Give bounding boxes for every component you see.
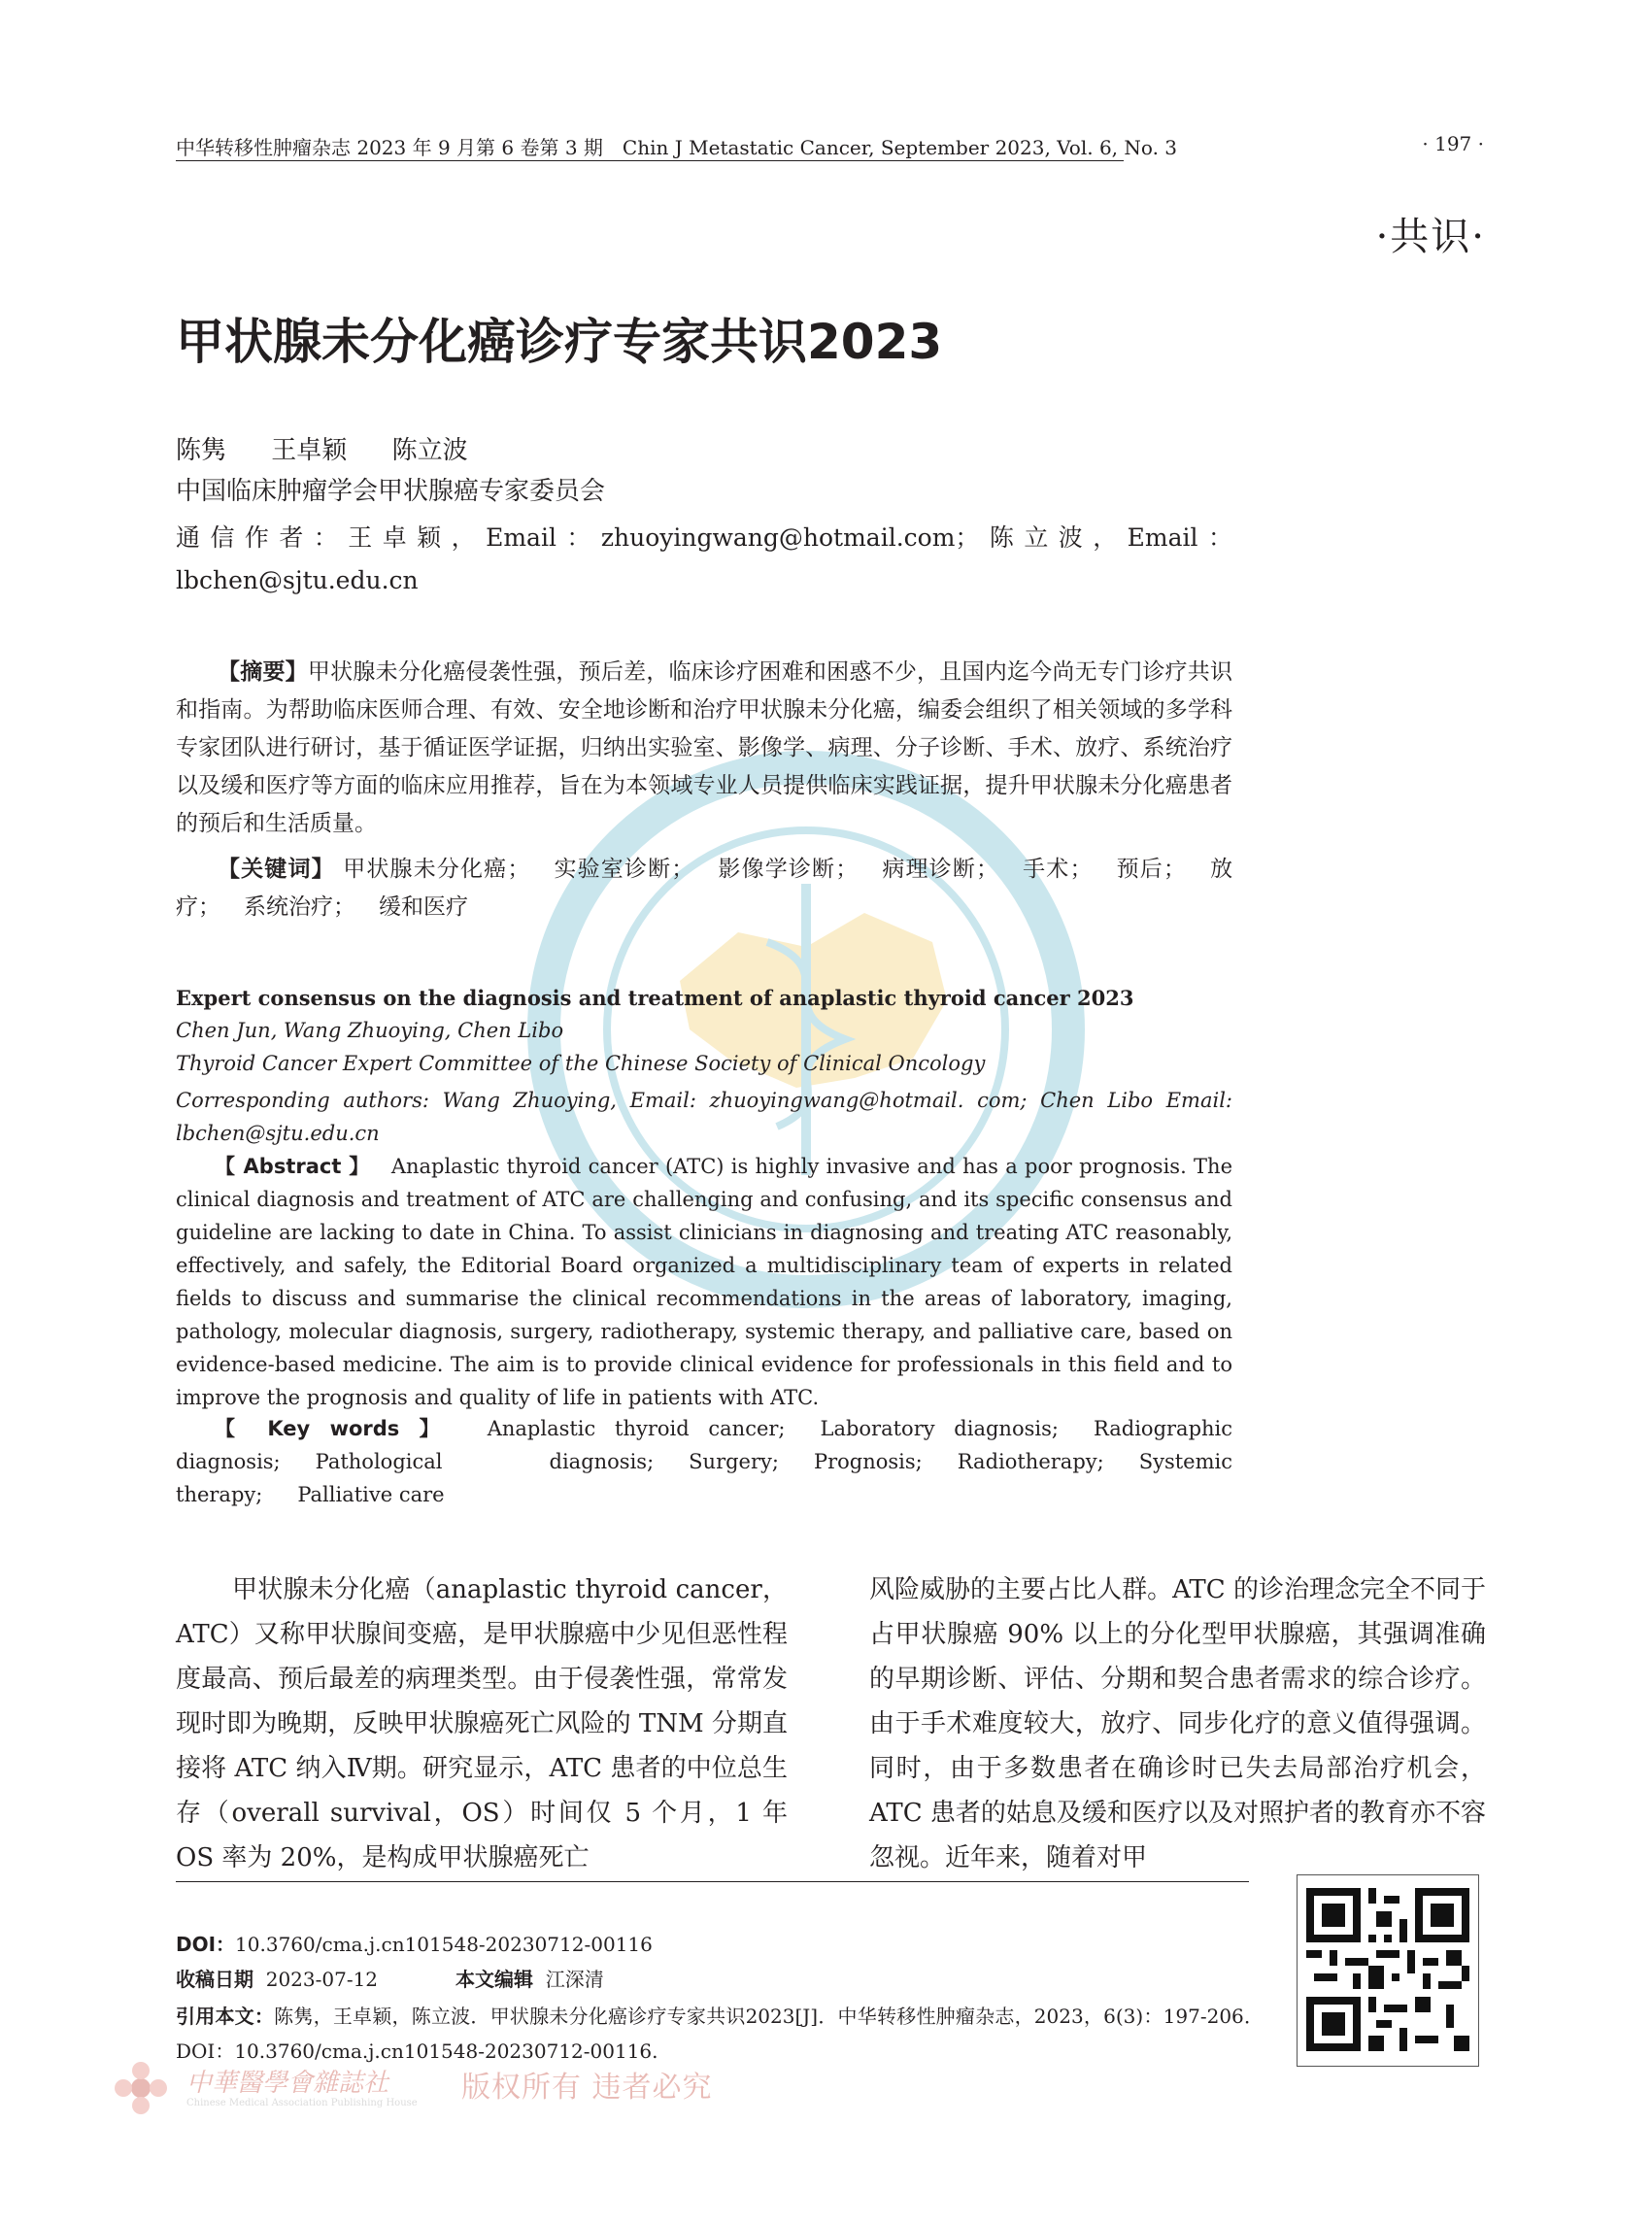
en-title: Expert consensus on the diagnosis and treatment of anaplastic thyroid cancer 2023 bbox=[176, 986, 1134, 1010]
publisher-name-en: Chinese Medical Association Publishing House bbox=[186, 2098, 418, 2108]
zh-abstract bbox=[176, 654, 1232, 843]
author-name: 陈立波 bbox=[391, 436, 468, 465]
zh-keywords bbox=[176, 851, 1232, 927]
author-name: 陈隽 bbox=[176, 436, 227, 465]
author-list bbox=[176, 430, 953, 466]
en-authors: Chen Jun, Wang Zhuoying, Chen Libo bbox=[176, 1019, 564, 1042]
publisher-flower-icon bbox=[107, 2059, 175, 2117]
received-label: 收稿日期 bbox=[176, 1968, 253, 1991]
keyword: Laboratory diagnosis; bbox=[820, 1417, 1059, 1440]
en-abstract-text: Anaplastic thyroid cancer (ATC) is highly invasive and has a poor prognosis. The clinical diagnosis and treatment of ATC are challenging and confusing, and its specific consensus and guideline are lacking to date in China. To assist clinicians in diagnosing and treating ATC reasonably, effectively, and safely, the Editorial Board organized a multidisciplinary team of experts in related fields to discuss and summarise the clinical recommendations in the areas of laboratory, imaging, pathology, molecular diagnosis, surgery, radiotherapy, systemic therapy, and palliative care, based on evidence-based medicine. The aim is to provide clinical evidence for professionals in this field and to improve the prognosis and quality of life in patients with ATC. bbox=[176, 1155, 1232, 1409]
keyword: Palliative care bbox=[297, 1483, 445, 1506]
corresponding-authors: 通信作者：王卓颖，Email：zhuoyingwang@hotmail.com；陈立波，Email：lbchen@sjtu.edu.cn bbox=[176, 523, 1232, 594]
keyword: 甲状腺未分化癌； bbox=[343, 857, 530, 882]
editor-label: 本文编辑 bbox=[455, 1968, 534, 1991]
zh-keywords-label: 【关键词】 bbox=[218, 857, 335, 882]
cite-label: 引用本文： bbox=[176, 2005, 275, 2028]
publisher-watermark bbox=[107, 2059, 777, 2117]
doi-label: DOI： bbox=[176, 1933, 236, 1956]
footnote-divider bbox=[176, 1881, 1249, 1882]
keyword: 放疗； bbox=[176, 857, 1233, 920]
page-number: · 197 · bbox=[1422, 132, 1484, 155]
en-keywords-label: 【 Key words 】 bbox=[215, 1417, 453, 1440]
en-keywords bbox=[176, 1412, 1232, 1511]
doi-link[interactable]: 10.3760/cma.j.cn101548-20230712-00116 bbox=[235, 1933, 653, 1956]
keyword: Radiographic diagnosis; bbox=[176, 1417, 1233, 1473]
qr-code-icon bbox=[1306, 1887, 1469, 2052]
author-name: 王卓颖 bbox=[271, 436, 348, 465]
body-column-right: 风险威胁的主要占比人群。ATC 的诊治理念完全不同于占甲状腺癌 90% 以上的分化型甲状腺癌，其强调准确的早期诊断、评估、分期和契合患者需求的综合诊疗。由于手术难度较大，放疗、同步化疗的意义值得强调。同时，由于多数患者在确诊时已失去局部治疗机会，ATC 患者的姑息及缓和医疗以及对照护者的教育亦不容忽视。近年来，随着对甲 bbox=[869, 1575, 1486, 1872]
keyword: Pathological diagnosis; bbox=[315, 1450, 655, 1473]
received-date: 2023-07-12 bbox=[265, 1968, 379, 1991]
keyword: Surgery; bbox=[689, 1450, 779, 1473]
body-column-left: 甲状腺未分化癌（anaplastic thyroid cancer，ATC）又称甲状腺间变癌，是甲状腺癌中少见但恶性程度最高、预后最差的病理类型。由于侵袭性强，常常发现时即为晚期，反映甲状腺癌死亡风险的 TNM 分期直接将 ATC 纳入Ⅳ期。研究显示，ATC 患者的中位总生存（overall survival，OS）时间仅 5 个月，1 年 OS 率为 20%，是构成甲状腺癌死亡 bbox=[176, 1575, 788, 1872]
en-abstract bbox=[176, 1150, 1232, 1414]
editor-name: 江深清 bbox=[545, 1968, 604, 1991]
copyright-notice: 版权所有 违者必究 bbox=[461, 2071, 713, 2105]
keyword: 手术； bbox=[1021, 857, 1093, 882]
section-label: ·共识· bbox=[1375, 215, 1486, 259]
publisher-name: 中華醫學會雜誌社 bbox=[186, 2069, 389, 2098]
en-affiliation: Thyroid Cancer Expert Committee of the Chinese Society of Clinical Oncology bbox=[176, 1052, 986, 1075]
en-abstract-label: 【 Abstract 】 bbox=[215, 1155, 370, 1178]
keyword: 实验室诊断； bbox=[553, 857, 694, 882]
affiliation: 中国临床肿瘤学会甲状腺癌专家委员会 bbox=[176, 477, 606, 506]
running-header: 中华转移性肿瘤杂志 2023 年 9 月第 6 卷第 3 期 Chin J Metastatic Cancer, September 2023, Vol. 6, No. 3 bbox=[176, 136, 1178, 159]
cite-text: 陈隽，王卓颖，陈立波．甲状腺未分化癌诊疗专家共识2023[J]．中华转移性肿瘤杂志，2023，6(3)：197-206．DOI：10.3760/cma.j.cn101548-20230712-00116. bbox=[176, 2005, 1264, 2063]
keyword: 病理诊断； bbox=[881, 857, 998, 882]
keyword: 预后； bbox=[1115, 857, 1186, 882]
keyword: Radiotherapy; bbox=[957, 1450, 1104, 1473]
keyword: Systemic therapy; bbox=[176, 1450, 1232, 1506]
doi-line bbox=[176, 1929, 1147, 1957]
header-divider bbox=[176, 160, 1124, 161]
keyword: 缓和医疗 bbox=[379, 894, 468, 920]
keyword: Anaplastic thyroid cancer; bbox=[487, 1417, 786, 1440]
keyword: 影像学诊断； bbox=[717, 857, 859, 882]
zh-abstract-label: 【摘要】 bbox=[218, 659, 308, 685]
keyword: Prognosis; bbox=[813, 1450, 923, 1473]
keyword: 系统治疗； bbox=[244, 894, 355, 920]
qr-code[interactable] bbox=[1297, 1874, 1479, 2067]
en-corresponding: Corresponding authors: Wang Zhuoying, Email: zhuoyingwang@hotmail. com; Chen Libo Email: lbchen@sjtu.edu.cn bbox=[176, 1089, 1232, 1145]
received-line bbox=[176, 1964, 1147, 1992]
article-title: 甲状腺未分化癌诊疗专家共识2023 bbox=[176, 314, 943, 370]
zh-abstract-text: 甲状腺未分化癌侵袭性强，预后差，临床诊疗困难和困惑不少，且国内迄今尚无专门诊疗共识和指南。为帮助临床医师合理、有效、安全地诊断和治疗甲状腺未分化癌，编委会组织了相关领域的多学科专家团队进行研讨，基于循证医学证据，归纳出实验室、影像学、病理、分子诊断、手术、放疗、系统治疗以及缓和医疗等方面的临床应用推荐，旨在为本领域专业人员提供临床实践证据，提升甲状腺未分化癌患者的预后和生活质量。 bbox=[176, 659, 1233, 836]
